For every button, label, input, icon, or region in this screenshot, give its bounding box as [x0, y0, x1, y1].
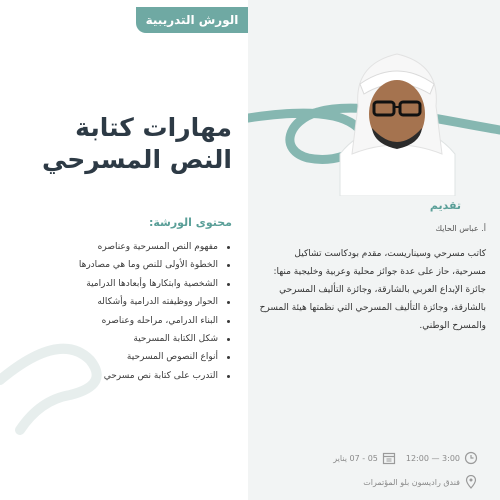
list-item: الحوار ووظيفته الدرامية وأشكاله	[10, 293, 232, 311]
location-row	[258, 474, 478, 490]
location-text: فندق راديسون بلو المؤتمرات	[363, 477, 460, 487]
presenter-name: أ. عباس الحايك	[435, 224, 486, 233]
list-item: التدرب على كتابة نص مسرحي	[10, 367, 232, 385]
time-text: 3:00 — 12:00	[405, 453, 460, 463]
clock-icon	[464, 451, 478, 465]
list-item: مفهوم النص المسرحية وعناصره	[10, 238, 232, 256]
list-item: البناء الدرامي، مراحله وعناصره	[10, 312, 232, 330]
section-tag: الورش التدريبية	[136, 7, 248, 33]
title-line-2: النص المسرحي	[42, 145, 232, 174]
content-list	[10, 238, 232, 385]
presenter-photo	[330, 36, 465, 196]
list-item: الخطوة الأولى للنص وما هي مصادرها	[10, 256, 232, 274]
title-line-1: مهارات كتابة	[75, 113, 232, 142]
list-item: أنواع النصوص المسرحية	[10, 348, 232, 366]
left-panel	[0, 0, 248, 500]
schedule-row	[258, 450, 478, 466]
presenter-bio: كاتب مسرحي وسيناريست، مقدم بودكاست تشاكيل مسرحية، حاز على عدة جوائز محلية وعربية وخليجية منها: جائزة الإبداع العربي بالشارقة، وجائزة التأليف المسرحي بالشارقة، وجائزة التأليف المسرحي التي نظمتها هيئة المسرح والمسرح الوطني.	[259, 249, 486, 331]
calendar-icon	[382, 451, 396, 465]
content-heading: محتوى الورشة:	[148, 216, 232, 229]
date-text: 05 - 07 يناير	[333, 453, 378, 463]
intro-heading: تقديم	[429, 199, 461, 212]
location-pin-icon	[464, 475, 478, 489]
list-item: الشخصية وابتكارها وأبعادها الدرامية	[10, 275, 232, 293]
list-item: شكل الكتابة المسرحية	[10, 330, 232, 348]
workshop-title	[10, 112, 232, 176]
